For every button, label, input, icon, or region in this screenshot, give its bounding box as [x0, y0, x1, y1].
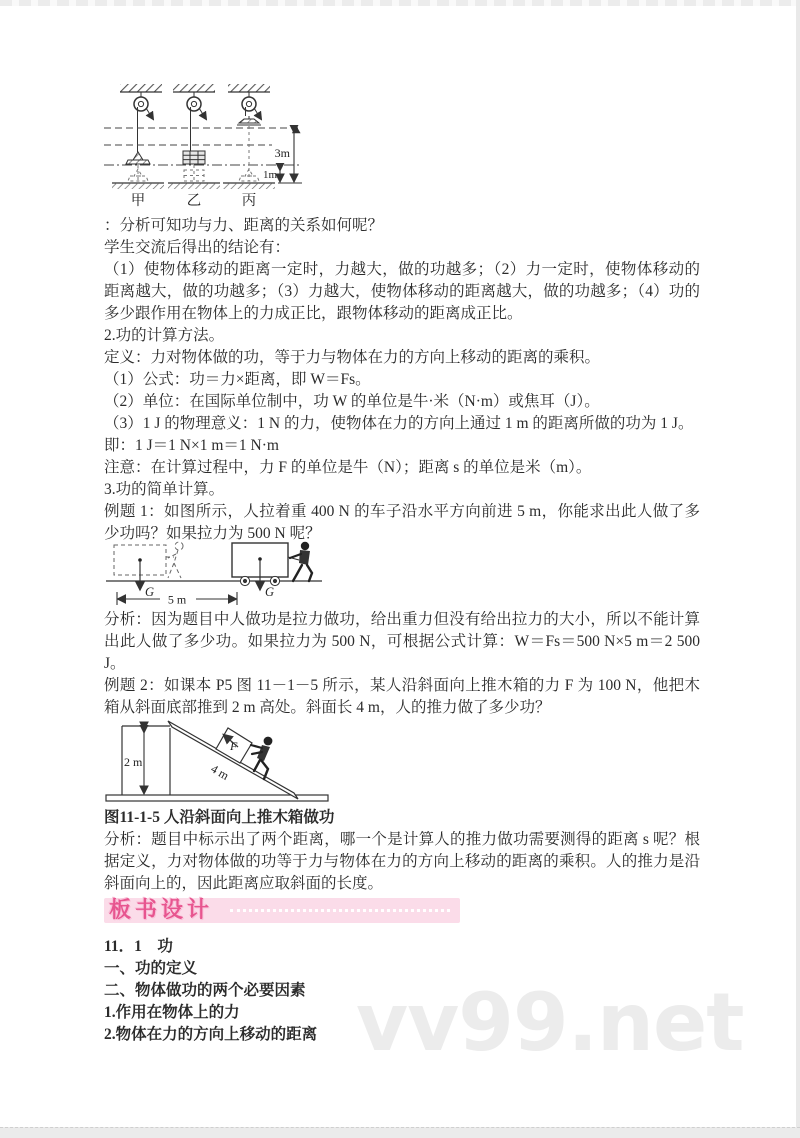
pulley-label-jia: 甲: [130, 193, 146, 208]
pulley-label-bing: 丙: [241, 193, 257, 208]
person-pulling: [290, 542, 312, 581]
board-line: 11．1 功: [104, 938, 173, 955]
dim-3m-label: 3m: [274, 146, 290, 160]
weight-arrow-left: [140, 561, 154, 599]
force-label: F: [230, 739, 238, 753]
paragraph: （1）使物体移动的距离一定时，力越大，做的功越多；（2）力一定时，使物体移动的距离越大，做的功越多；（3）力越大，使物体移动的距离越大，做的功越多；（4）功的多少跟作用在物体上的力成正比，跟物体移动的距离成正比。: [104, 261, 700, 322]
board-line: 2.物体在力的方向上移动的距离: [104, 1026, 318, 1043]
section-banner-title: 板书设计: [109, 898, 214, 923]
pulley-comparison-diagram: [104, 82, 314, 208]
paragraph: 学生交流后得出的结论有：: [104, 239, 291, 256]
ground-hatching: [112, 183, 302, 189]
paragraph: 分析：题目中标示出了两个距离，哪一个是计算人的推力做功需要测得的距离 s 呢？根据定义，力对物体做的功等于力与物体在力的方向上移动的距离的乘积。人的推力是沿斜面向上的，因此距离应取斜面的长度。: [104, 831, 700, 892]
dim-5m-label: 5 m: [167, 592, 187, 607]
ceiling-mounts: [120, 84, 270, 92]
banner-dotted-line: [230, 909, 450, 912]
figure-caption: 图11-1-5 人沿斜面向上推木箱做功: [104, 809, 335, 826]
page-right-edge: [796, 0, 800, 1137]
board-line: 一、功的定义: [104, 960, 198, 977]
page-bottom-edge: [0, 1127, 800, 1138]
paragraph: 定义：力对物体做的功，等于力与物体在力的方向上移动的距离的乘积。: [104, 349, 601, 366]
cart: [232, 543, 299, 586]
dimension-3m: [275, 130, 294, 181]
board-line: 二、物体做功的两个必要因素: [104, 982, 306, 999]
paragraph: 例题 1：如图所示，人拉着重 400 N 的车子沿水平方向前进 5 m，你能求出此人做了多少功吗？如果拉力为 500 N 呢？: [104, 503, 700, 542]
paragraph: 3.功的简单计算。: [104, 481, 225, 498]
paragraph: （2）单位：在国际单位制中，功 W 的单位是牛·米（N·m）或焦耳（J）。: [104, 393, 600, 410]
board-line: 1.作用在物体上的力: [104, 1004, 240, 1021]
paragraph: （3）1 J 的物理意义：1 N 的力，使物体在力的方向上通过 1 m 的距离所做的功为 1 J。: [104, 415, 694, 432]
dimension-1m: [263, 167, 280, 181]
paragraph: （1）公式：功＝力×距离，即 W＝Fs。: [104, 371, 371, 388]
dim-2m-label: 2 m: [124, 755, 143, 769]
board-outline: [104, 936, 700, 1046]
paragraph: 例题 2：如课本 P5 图 11－1－5 所示，某人沿斜面向上推木箱的力 F 为 100 N，他把木箱从斜面底部推到 2 m 高处。斜面长 4 m，人的推力做了多少功？: [104, 677, 700, 716]
document-content: [104, 0, 700, 1046]
ghost-cart: [114, 542, 183, 578]
weight-label-right: G: [265, 585, 275, 599]
dimension-2m: [124, 729, 144, 793]
paragraph: ：分析可知功与力、距离的关系如何呢？: [104, 217, 384, 234]
dim-4m-label: 4 m: [208, 761, 232, 783]
weight-label-left: G: [145, 585, 155, 599]
pulley-label-yi: 乙: [186, 193, 202, 208]
incline-pushing-diagram: [104, 719, 334, 807]
paragraph: 注意：在计算过程中，力 F 的单位是牛（N）；距离 s 的单位是米（m）。: [104, 459, 592, 476]
paragraph: 分析：因为题目中人做功是拉力做功，给出重力但没有给出拉力的大小，所以不能计算出此人做了多少功。如果拉力为 500 N，可根据公式计算：W＝Fs＝500 N×5 m＝2 500 J。: [104, 611, 700, 672]
lifted-weights: [126, 116, 261, 164]
dim-1m-label: 1m: [262, 169, 277, 181]
section-banner: [104, 898, 460, 923]
watermark: vv99.net: [356, 976, 744, 1069]
dimension-5m: [117, 592, 237, 607]
paragraph: 2.功的计算方法。: [104, 327, 225, 344]
cart-pulling-diagram: [104, 537, 334, 609]
paragraph: 即：1 J＝1 N×1 m＝1 N·m: [104, 437, 279, 454]
